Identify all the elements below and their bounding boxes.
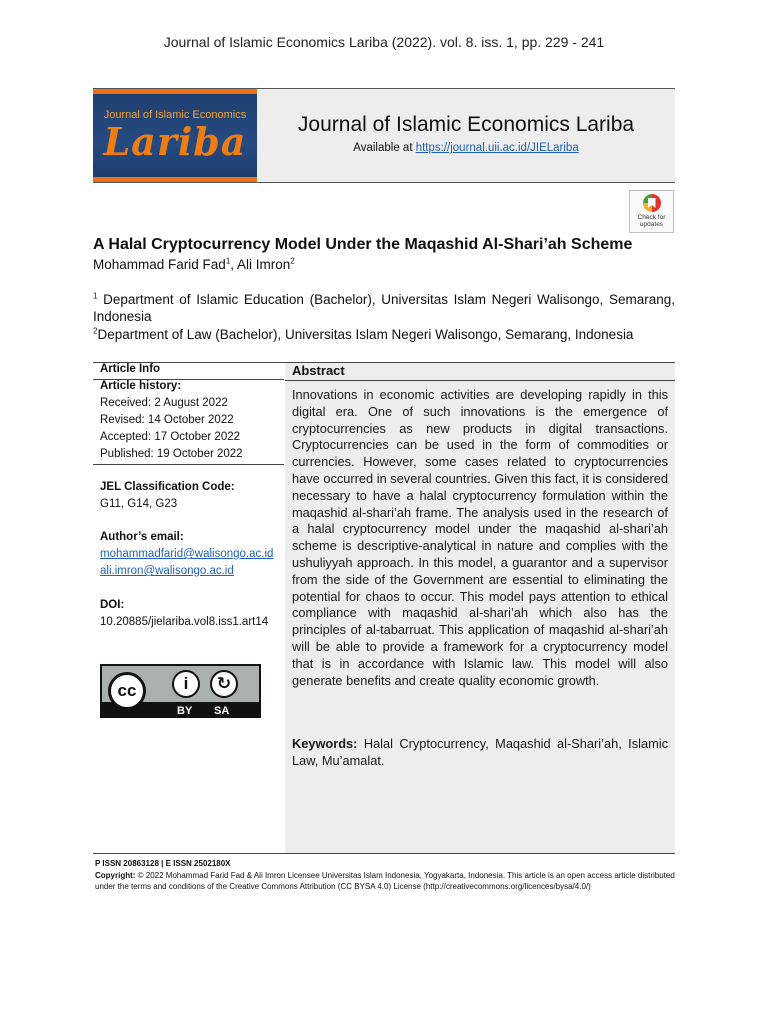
author-2: Ali Imron (237, 257, 291, 272)
badge-line-1: Check for (637, 214, 666, 221)
attribution-icon: i (172, 670, 200, 698)
issn-line (95, 858, 675, 870)
article-info-heading: Article Info (100, 363, 161, 375)
copyright-text: © 2022 Mohammad Farid Fad & Ali Imron Licensee Universitas Islam Indonesia, Yogyakarta, Indonesia. This article is an open access article distributed under the terms and conditions of the Creative Commons Attribution (CC BYSA 4.0) License (http://creativecommons.org/licences/bysa/4.0/) (95, 870, 675, 891)
keywords-text: Halal Cryptocurrency, Maqashid al-Shari’ah, Islamic Law, Mu’amalat. (292, 736, 668, 768)
issn-text: P ISSN 20863128 | E ISSN 2502180X (95, 859, 231, 868)
abstract-text: Innovations in economic activities are developing rapidly in this digital era. One of such innovations is the emergence of cryptocurrencies as new products in digital transactions. Cryptocurrencies can be used in the form of commodities or currencies. However, some cases related to cryptocurrencies have occurred in several countries. Given this fact, it is considered necessary to have a halal cryptocurrency formulation within the maqashid al-shari’ah frame. The analysis used in the research of a halal cryptocurrency model under the maqashid al-shari’ah scheme is descriptive-analytical in nature and complies with the ushuliyyah approach. In this model, a guarantor and a supervisor from the side of the Government are essential to eliminating the potential for chaos to occur. This model pays attention to ethical compliance with maqashid al-shari’ah which also has the principles of al-tabarruat. This application of maqashid al-shari’ah will be able to provide a framework for a cryptocurrency model that is in accordance with Islamic law. This model will also generate benefits and create quality economic growth. (292, 387, 668, 688)
affiliation-2-sup: 2 (93, 326, 98, 336)
doi-heading: DOI: (100, 599, 125, 611)
keywords-label: Keywords: (292, 736, 358, 751)
affiliation-2 (93, 326, 675, 343)
journal-title: Journal of Islamic Economics Lariba (297, 113, 635, 136)
journal-logo (93, 89, 257, 182)
revised-date: Revised: 14 October 2022 (100, 414, 234, 426)
affiliation-1-sup: 1 (93, 291, 98, 301)
author-1: Mohammad Farid Fad (93, 257, 226, 272)
author-separator: , (230, 257, 238, 272)
logo-small-text: Journal of Islamic Economics (103, 109, 247, 121)
bookmark-icon (643, 194, 661, 212)
paper-title: A Halal Cryptocurrency Model Under the Maqashid Al-Shari’ah Scheme (93, 236, 633, 253)
published-date: Published: 19 October 2022 (100, 448, 243, 460)
affiliation-1-text: Department of Islamic Education (Bachelor), Universitas Islam Negeri Walisongo, Semarang, Indonesia (93, 292, 675, 324)
jel-codes: G11, G14, G23 (100, 498, 178, 510)
copyright-label: Copyright: (95, 870, 136, 880)
check-for-updates-badge[interactable] (629, 190, 674, 233)
author-email-heading: Author’s email: (100, 531, 184, 543)
email-link-1[interactable]: mohammadfarid@walisongo.ac.id (100, 548, 274, 560)
running-head: Journal of Islamic Economics Lariba (2022). vol. 8. iss. 1, pp. 229 - 241 (163, 34, 605, 50)
page-footer (95, 858, 675, 893)
affiliation-1 (93, 291, 675, 325)
journal-url-link[interactable]: https://journal.uii.ac.id/JIELariba (415, 142, 579, 154)
accepted-date: Accepted: 17 October 2022 (100, 431, 241, 443)
author-1-sup: 1 (225, 256, 231, 266)
cc-icon: cc (108, 672, 146, 710)
jel-heading: JEL Classification Code: (100, 481, 235, 493)
logo-big-text: Lariba (103, 119, 247, 164)
available-prefix: Available at (353, 142, 413, 154)
article-info-column (93, 363, 284, 853)
abstract-column (285, 363, 675, 853)
footer-rule (93, 853, 675, 854)
logo-top-bar (93, 89, 257, 94)
history-rule (93, 464, 284, 465)
email-link-2[interactable]: ali.imron@walisongo.ac.id (100, 565, 234, 577)
journal-masthead (93, 88, 675, 183)
abstract-rule (285, 380, 675, 381)
doi-value: 10.20885/jielariba.vol8.iss1.art14 (100, 616, 269, 628)
copyright-line (95, 870, 675, 893)
share-alike-icon: ↻ (210, 670, 238, 698)
badge-line-2: updates (639, 221, 664, 228)
affiliation-2-text: Department of Law (Bachelor), Universitas Islam Negeri Walisongo, Semarang, Indonesia (97, 327, 634, 342)
received-date: Received: 2 August 2022 (100, 397, 228, 409)
authors (93, 257, 295, 272)
sa-label: SA (214, 705, 230, 717)
keywords (292, 736, 668, 770)
cc-by-sa-license-badge[interactable] (100, 664, 261, 718)
article-history-heading: Article history: (100, 380, 182, 392)
logo-bottom-bar (93, 177, 257, 182)
abstract-heading: Abstract (292, 363, 345, 378)
author-2-sup: 2 (290, 256, 295, 266)
by-label: BY (177, 705, 193, 717)
journal-availability (257, 142, 675, 154)
